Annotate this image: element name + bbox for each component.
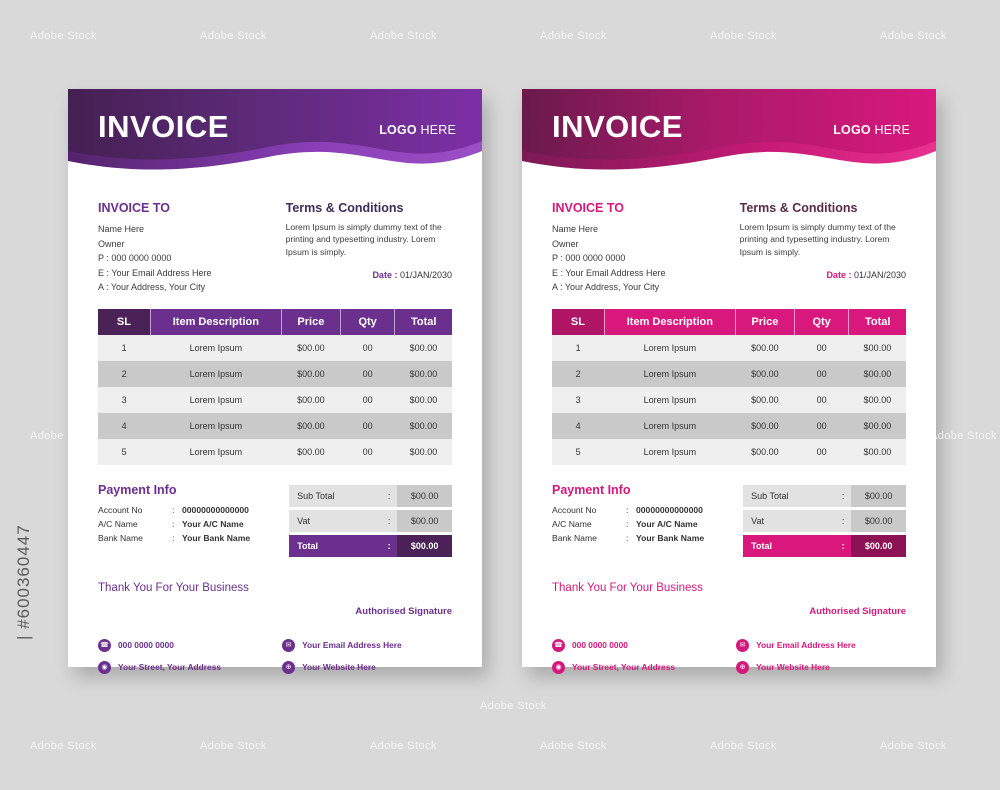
th-total: Total (849, 309, 906, 335)
cell-price: $00.00 (735, 439, 794, 465)
payment-row (552, 532, 736, 546)
payment-key: A/C Name (552, 518, 592, 529)
footer-contacts (98, 639, 452, 701)
payment-row (552, 504, 736, 518)
items-table (98, 309, 452, 465)
globe-icon: ⊕ (282, 661, 295, 674)
total-colon: : (835, 535, 851, 557)
total-row-grand (743, 535, 906, 557)
invoice-title: INVOICE (552, 109, 683, 144)
date-label: Date : (826, 270, 852, 281)
logo-bold: LOGO (833, 122, 871, 137)
table-row (98, 413, 452, 439)
total-colon: : (381, 535, 397, 557)
contact-text: 000 0000 0000 (572, 640, 628, 651)
cell-sl: 5 (98, 439, 150, 465)
invoice-title: INVOICE (98, 109, 229, 144)
invoice-date (286, 270, 452, 280)
terms-block (286, 201, 452, 295)
cell-price: $00.00 (735, 387, 794, 413)
payment-and-totals (552, 483, 906, 560)
stock-id-separator: | (14, 634, 33, 640)
items-table-head (552, 309, 906, 335)
contact-email[interactable] (282, 639, 452, 652)
date-value: 01/JAN/2030 (397, 270, 452, 281)
totals-block (743, 485, 906, 560)
cell-total: $00.00 (395, 413, 452, 439)
terms-title: Terms & Conditions (285, 201, 404, 215)
watermark: Adobe Stock (370, 30, 437, 42)
payment-value: Your A/C Name (636, 518, 698, 529)
payment-row (98, 518, 282, 532)
authorised-signature: Authorised Signature (809, 605, 906, 617)
cell-qty: 00 (794, 387, 849, 413)
watermark: Adobe Stock (880, 30, 947, 42)
table-row (98, 361, 452, 387)
cell-sl: 3 (98, 387, 150, 413)
total-row-subtotal (289, 485, 452, 507)
total-label: Total (289, 535, 381, 557)
cell-qty: 00 (794, 413, 849, 439)
total-colon: : (835, 510, 851, 532)
cell-total: $00.00 (849, 361, 906, 387)
footer-contacts (552, 639, 906, 701)
total-amount: $00.00 (851, 535, 906, 557)
payment-value: Your Bank Name (636, 532, 705, 543)
table-row (552, 361, 906, 387)
cell-sl: 5 (552, 439, 604, 465)
total-colon: : (381, 485, 397, 507)
watermark: Adobe Stock (480, 700, 547, 712)
cell-sl: 4 (98, 413, 150, 439)
payment-colon: : (626, 518, 629, 529)
email-icon: ✉ (736, 639, 749, 652)
cell-total: $00.00 (395, 335, 452, 361)
total-colon: : (381, 510, 397, 532)
location-icon: ◉ (552, 661, 565, 674)
watermark: Adobe Stock (30, 30, 97, 42)
invoice-date (740, 270, 906, 280)
terms-text: Lorem Ipsum is simply dummy text of the printing and typesetting industry. Lorem Ipsum is simply. (285, 222, 442, 257)
cell-sl: 1 (98, 335, 150, 361)
stock-image-id (14, 524, 34, 640)
top-info-row (552, 201, 906, 295)
phone-icon: ☎ (98, 639, 111, 652)
cell-price: $00.00 (281, 335, 340, 361)
cell-qty: 00 (340, 439, 395, 465)
invoice-card-pink (522, 89, 936, 673)
terms-title: Terms & Conditions (739, 201, 858, 215)
table-row (98, 335, 452, 361)
table-row (98, 387, 452, 413)
watermark: Adobe Stock (540, 740, 607, 752)
total-label: Vat (743, 510, 835, 532)
cell-qty: 00 (340, 361, 395, 387)
th-description: Item Description (604, 309, 735, 335)
th-qty: Qty (340, 309, 395, 335)
table-row (98, 439, 452, 465)
payment-value: 00000000000000 (182, 504, 249, 515)
total-row-subtotal (743, 485, 906, 507)
bill-to-block (552, 201, 729, 295)
location-icon: ◉ (98, 661, 111, 674)
cell-total: $00.00 (849, 335, 906, 361)
cell-description: Lorem Ipsum (604, 413, 735, 439)
bill-to-line: A : Your Address, Your City (552, 282, 660, 293)
cell-sl: 1 (552, 335, 604, 361)
cell-description: Lorem Ipsum (150, 413, 281, 439)
contact-text: Your Email Address Here (756, 640, 856, 651)
cell-description: Lorem Ipsum (604, 361, 735, 387)
cell-description: Lorem Ipsum (604, 387, 735, 413)
total-row-vat (289, 510, 452, 532)
contacts-right (736, 639, 906, 683)
cell-sl: 3 (552, 387, 604, 413)
cell-description: Lorem Ipsum (604, 335, 735, 361)
contacts-right (282, 639, 452, 683)
cell-qty: 00 (340, 335, 395, 361)
bill-to-title: INVOICE TO (552, 201, 625, 215)
contact-address[interactable] (552, 661, 722, 674)
cell-description: Lorem Ipsum (150, 361, 281, 387)
cell-total: $00.00 (849, 439, 906, 465)
total-amount: $00.00 (397, 510, 452, 532)
watermark: Adobe Stock (30, 740, 97, 752)
logo (833, 117, 910, 137)
terms-block (740, 201, 906, 295)
items-table (552, 309, 906, 465)
logo (379, 117, 456, 137)
total-amount: $00.00 (851, 510, 906, 532)
payment-title: Payment Info (98, 482, 177, 497)
th-sl: SL (98, 309, 150, 335)
thank-you-note: Thank You For Your Business (552, 581, 703, 594)
cell-total: $00.00 (849, 387, 906, 413)
bill-to-line: Owner (98, 238, 125, 249)
watermark: Adobe Stock (30, 430, 97, 442)
contact-text: Your Website Here (756, 662, 830, 673)
watermark: Adobe Stock (540, 30, 607, 42)
bill-to-line: P : 000 0000 0000 (552, 253, 626, 264)
payment-value: Your Bank Name (182, 532, 251, 543)
contacts-left (98, 639, 268, 683)
payment-colon: : (626, 504, 629, 515)
th-description: Item Description (150, 309, 281, 335)
contact-text: Your Street, Your Address (118, 662, 222, 673)
invoice-card-purple (68, 89, 482, 673)
stock-id-value: #600360447 (14, 524, 33, 629)
payment-colon: : (172, 532, 175, 543)
bill-to-block (98, 201, 275, 295)
table-header-row (98, 309, 452, 335)
th-price: Price (281, 309, 340, 335)
table-row (552, 387, 906, 413)
cell-sl: 2 (552, 361, 604, 387)
payment-and-totals (98, 483, 452, 560)
logo-bold: LOGO (379, 122, 417, 137)
total-amount: $00.00 (397, 535, 452, 557)
bill-to-lines (552, 222, 729, 295)
bill-to-title: INVOICE TO (98, 201, 171, 215)
watermark: Adobe Stock (880, 740, 947, 752)
cell-sl: 4 (552, 413, 604, 439)
date-value: 01/JAN/2030 (851, 270, 906, 281)
total-label: Sub Total (289, 485, 381, 507)
thank-you-note: Thank You For Your Business (98, 581, 249, 594)
cell-qty: 00 (340, 387, 395, 413)
payment-colon: : (172, 518, 175, 529)
payment-key: Bank Name (552, 532, 597, 543)
cell-qty: 00 (794, 335, 849, 361)
items-table-head (98, 309, 452, 335)
contact-text: Your Street, Your Address (572, 662, 676, 673)
total-colon: : (835, 485, 851, 507)
payment-key: Account No (552, 504, 597, 515)
cell-qty: 00 (340, 413, 395, 439)
contact-email[interactable] (736, 639, 906, 652)
contact-text: 000 0000 0000 (118, 640, 174, 651)
contacts-left (552, 639, 722, 683)
cell-price: $00.00 (281, 439, 340, 465)
contact-address[interactable] (98, 661, 268, 674)
authorised-signature: Authorised Signature (355, 605, 452, 617)
cell-description: Lorem Ipsum (604, 439, 735, 465)
payment-row (98, 504, 282, 518)
cell-description: Lorem Ipsum (150, 335, 281, 361)
cell-description: Lorem Ipsum (150, 439, 281, 465)
phone-icon: ☎ (552, 639, 565, 652)
bill-to-line: E : Your Email Address Here (552, 267, 666, 278)
invoice-header (522, 89, 936, 185)
invoice-body (522, 185, 936, 701)
cell-total: $00.00 (395, 439, 452, 465)
table-row (552, 413, 906, 439)
th-sl: SL (552, 309, 604, 335)
cell-qty: 00 (794, 361, 849, 387)
total-label: Total (743, 535, 835, 557)
globe-icon: ⊕ (736, 661, 749, 674)
watermark: Adobe Stock (710, 740, 777, 752)
total-label: Vat (289, 510, 381, 532)
cell-price: $00.00 (281, 361, 340, 387)
watermark: Adobe Stock (200, 30, 267, 42)
contact-text: Your Email Address Here (302, 640, 402, 651)
cell-total: $00.00 (849, 413, 906, 439)
contact-text: Your Website Here (302, 662, 376, 673)
total-amount: $00.00 (397, 485, 452, 507)
cell-price: $00.00 (281, 387, 340, 413)
total-amount: $00.00 (851, 485, 906, 507)
bill-to-line: Owner (552, 238, 579, 249)
payment-colon: : (626, 532, 629, 543)
payment-key: Account No (98, 504, 143, 515)
contact-phone[interactable] (552, 639, 722, 652)
table-row (552, 439, 906, 465)
logo-light: HERE (870, 122, 910, 137)
payment-colon: : (172, 504, 175, 515)
total-row-grand (289, 535, 452, 557)
bill-to-line: Name Here (98, 224, 145, 234)
th-total: Total (395, 309, 452, 335)
payment-info (552, 483, 736, 560)
th-price: Price (735, 309, 794, 335)
payment-key: A/C Name (98, 518, 138, 529)
payment-value: Your A/C Name (182, 518, 244, 529)
payment-title: Payment Info (552, 482, 631, 497)
terms-text: Lorem Ipsum is simply dummy text of the printing and typesetting industry. Lorem Ipsum is simply. (739, 222, 896, 257)
payment-key: Bank Name (98, 532, 143, 543)
email-icon: ✉ (282, 639, 295, 652)
cell-price: $00.00 (281, 413, 340, 439)
bill-to-line: Name Here (552, 224, 599, 234)
payment-value: 00000000000000 (636, 504, 703, 515)
cell-qty: 00 (794, 439, 849, 465)
bill-to-line: A : Your Address, Your City (98, 282, 206, 293)
bill-to-line: E : Your Email Address Here (98, 267, 212, 278)
bill-to-line: P : 000 0000 0000 (98, 253, 172, 264)
items-table-body (552, 335, 906, 465)
totals-block (289, 485, 452, 560)
payment-row (98, 532, 282, 546)
total-label: Sub Total (743, 485, 835, 507)
bill-to-lines (98, 222, 275, 295)
cell-price: $00.00 (735, 413, 794, 439)
cell-price: $00.00 (735, 361, 794, 387)
payment-row (552, 518, 736, 532)
cell-total: $00.00 (395, 387, 452, 413)
date-label: Date : (372, 270, 398, 281)
cell-total: $00.00 (395, 361, 452, 387)
contact-phone[interactable] (98, 639, 268, 652)
table-row (552, 335, 906, 361)
total-row-vat (743, 510, 906, 532)
th-qty: Qty (794, 309, 849, 335)
logo-light: HERE (416, 122, 456, 137)
watermark: Adobe Stock (930, 430, 997, 442)
watermark: Adobe Stock (710, 30, 777, 42)
table-header-row (552, 309, 906, 335)
watermark: Adobe Stock (370, 740, 437, 752)
contact-website[interactable] (736, 661, 906, 674)
watermark: Adobe Stock (200, 740, 267, 752)
items-table-body (98, 335, 452, 465)
cell-sl: 2 (98, 361, 150, 387)
cell-price: $00.00 (735, 335, 794, 361)
cell-description: Lorem Ipsum (150, 387, 281, 413)
invoice-header (68, 89, 482, 185)
payment-info (98, 483, 282, 560)
invoice-body (68, 185, 482, 701)
top-info-row (98, 201, 452, 295)
contact-website[interactable] (282, 661, 452, 674)
